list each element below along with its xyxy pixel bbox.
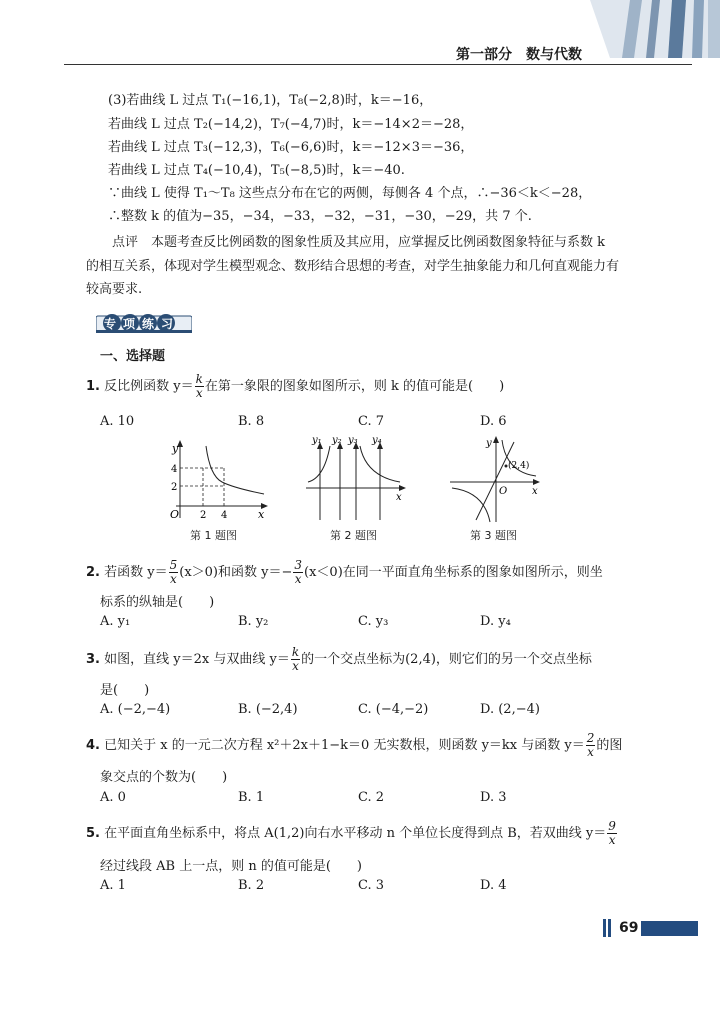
option-b[interactable]: B. 1: [238, 790, 265, 805]
header-title: 第一部分 数与代数: [456, 47, 582, 63]
header-rule: [64, 64, 692, 65]
option-c[interactable]: C. (−4,−2): [358, 702, 429, 717]
fig3-origin: O: [499, 486, 508, 497]
option-c[interactable]: C. 2: [358, 790, 385, 805]
fig2-x-label: x: [396, 492, 402, 503]
question-text: (x＜0)在同一平面直角坐标系的图象如图所示，则坐: [304, 565, 603, 580]
option-d[interactable]: D. 6: [480, 414, 507, 429]
question-3: [86, 646, 592, 673]
fraction: $\frac{2}{x}$: [586, 731, 595, 759]
question-number: 2.: [86, 565, 100, 580]
solution-line: (3)若曲线 L 过点 T₁(−16,1)，T₈(−2,8)时，k＝−16，: [108, 93, 433, 108]
question-5: [86, 820, 618, 847]
fig1-y-tick: 2: [171, 482, 178, 493]
question-number: 3.: [86, 652, 100, 667]
practice-badge: [96, 312, 192, 334]
fig1-x-tick: 4: [221, 510, 228, 521]
solution-line: ∵曲线 L 使得 T₁～T₈ 这些点分布在它的两侧，每侧各 4 个点，∴−36＜k＜−28，: [108, 186, 592, 201]
fig3-y-label: y: [486, 438, 492, 449]
option-a[interactable]: A. 1: [100, 878, 126, 893]
solution-line: 若曲线 L 过点 T₄(−10,4)，T₅(−8,5)时，k＝−40.: [108, 163, 405, 178]
option-d[interactable]: D. 3: [480, 790, 507, 805]
option-a[interactable]: A. 10: [100, 414, 135, 429]
section-title: 一、选择题: [100, 349, 166, 364]
question-text: 象交点的个数为( ): [100, 770, 228, 785]
question-text: 已知关于 x 的一元二次方程 x²＋2x＋1−k＝0 无实数根，则函数 y＝kx 与函数 y＝: [104, 738, 585, 753]
fig2-caption: 第 2 题图: [330, 529, 377, 542]
comment-line: 较高要求.: [86, 282, 143, 297]
question-4: [86, 732, 622, 759]
badge-label: 专项练习: [104, 317, 181, 331]
solution-line: 若曲线 L 过点 T₂(−14,2)，T₇(−4,7)时，k＝−14×2＝−28，: [108, 117, 474, 132]
page-mark: [603, 919, 606, 937]
option-d[interactable]: D. 4: [480, 878, 507, 893]
question-text: (x＞0)和函数 y＝−: [179, 565, 293, 580]
fig2-axis-label: y₂: [332, 435, 342, 446]
question-number: 1.: [86, 379, 100, 394]
fig1-y-label: y: [172, 442, 179, 455]
fig2-axis-label: y₄: [372, 435, 382, 446]
question-text: 是( ): [100, 683, 150, 698]
question-text: 经过线段 AB 上一点，则 n 的值可能是( ): [100, 859, 362, 874]
question-2: [86, 559, 603, 586]
fig3-point-label: (2,4): [508, 461, 530, 471]
fraction: $\frac{3}{x}$: [294, 558, 303, 586]
solution-line: 若曲线 L 过点 T₃(−12,3)，T₆(−6,6)时，k＝−12×3＝−36，: [108, 140, 474, 155]
option-c[interactable]: C. 3: [358, 878, 385, 893]
fraction: $\frac{5}{x}$: [169, 558, 178, 586]
header-stripes: [590, 0, 720, 58]
page-mark: [608, 919, 611, 937]
option-a[interactable]: A. 0: [100, 790, 126, 805]
question-text: 标系的纵轴是( ): [100, 595, 215, 610]
fig2-axis-label: y₁: [312, 435, 322, 446]
fig1-x-tick: 2: [200, 510, 207, 521]
fig1-origin: O: [170, 508, 180, 521]
question-number: 5.: [86, 826, 100, 841]
comment-line: 点评 本题考查反比例函数的图象性质及其应用，应掌握反比例函数图象特征与系数 k: [112, 235, 606, 250]
question-1: [86, 373, 504, 400]
comment-line: 的相互关系，体现对学生模型观念、数形结合思想的考查，对学生抽象能力和几何直观能力有: [86, 259, 620, 274]
question-text: 反比例函数 y＝: [104, 379, 194, 394]
option-a[interactable]: A. (−2,−4): [100, 702, 171, 717]
question-text: 若函数 y＝: [104, 565, 168, 580]
option-b[interactable]: B. y₂: [238, 614, 269, 629]
option-d[interactable]: D. y₄: [480, 614, 511, 629]
option-c[interactable]: C. y₃: [358, 614, 389, 629]
page-number: 69: [616, 920, 641, 936]
option-b[interactable]: B. 8: [238, 414, 265, 429]
solution-line: ∴整数 k 的值为−35，−34，−33，−32，−31，−30，−29，共 7 个.: [108, 209, 532, 224]
fraction: $\frac{9}{x}$: [608, 819, 616, 847]
option-d[interactable]: D. (2,−4): [480, 702, 540, 717]
question-number: 4.: [86, 738, 100, 753]
option-b[interactable]: B. 2: [238, 878, 265, 893]
fig2-axis-label: y₃: [348, 435, 358, 446]
option-a[interactable]: A. y₁: [100, 614, 131, 629]
option-b[interactable]: B. (−2,4): [238, 702, 298, 717]
fraction: $\frac{k}{x}$: [195, 372, 203, 400]
question-text: 在第一象限的图象如图所示，则 k 的值可能是( ): [204, 379, 505, 394]
fig1-caption: 第 1 题图: [190, 529, 237, 542]
question-text: 在平面直角坐标系中，将点 A(1,2)向右水平移动 n 个单位长度得到点 B，若双曲线 y＝: [104, 826, 607, 841]
question-text: 如图，直线 y＝2x 与双曲线 y＝: [104, 652, 290, 667]
option-c[interactable]: C. 7: [358, 414, 385, 429]
fraction: $\frac{k}{x}$: [291, 645, 300, 673]
fig3-caption: 第 3 题图: [470, 529, 517, 542]
fig1-x-label: x: [258, 508, 265, 521]
figure-1: [166, 438, 270, 524]
figure-2: [302, 432, 410, 524]
figure-3: [446, 432, 542, 524]
question-text: 的图: [596, 738, 623, 753]
fig3-x-label: x: [532, 486, 538, 497]
question-text: 的一个交点坐标为(2,4)，则它们的另一个交点坐标: [301, 652, 592, 667]
fig1-y-tick: 4: [171, 464, 178, 475]
